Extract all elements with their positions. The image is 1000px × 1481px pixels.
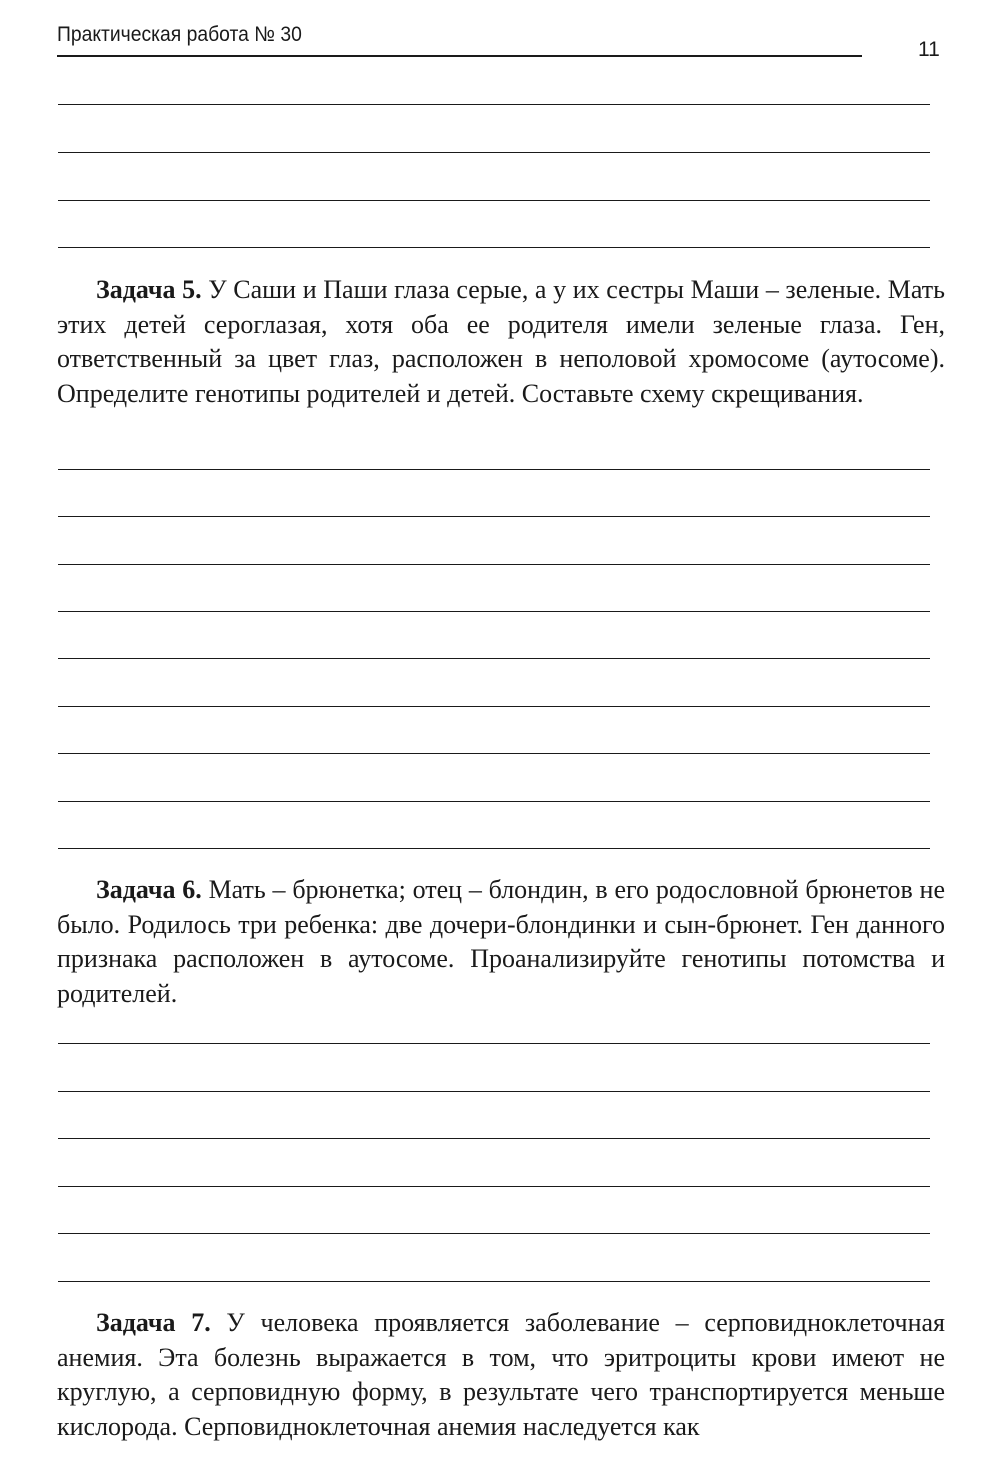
task-7 — [57, 1306, 945, 1444]
task-6-text: Мать – брюнетка; отец – блондин, в его родословной брюнетов не было. Родилось три ребенка: две дочери-блондинки и сын-брюнет. Ген данного признака расположен в аутосоме. Проанализируйте генотипы потомства и родителей. — [57, 875, 945, 1008]
answer-line[interactable] — [58, 1233, 930, 1234]
task-5 — [57, 273, 945, 411]
task-7-text: У человека проявляется заболевание – серповидноклеточная анемия. Эта болезнь выражается в том, что эритроциты крови имеют не круглую, а серповидную форму, в результате чего транспортируется меньше кислорода. Серповидноклеточная анемия наследуется как — [57, 1308, 945, 1441]
answer-line[interactable] — [58, 1091, 930, 1092]
header-title: Практическая работа № 30 — [57, 23, 302, 46]
answer-line[interactable] — [58, 753, 930, 754]
answer-line[interactable] — [58, 658, 930, 659]
answer-line[interactable] — [58, 611, 930, 612]
answer-line[interactable] — [58, 1043, 930, 1044]
answer-line[interactable] — [58, 564, 930, 565]
answer-line[interactable] — [58, 1186, 930, 1187]
answer-line[interactable] — [58, 1281, 930, 1282]
answer-line[interactable] — [58, 247, 930, 248]
answer-line[interactable] — [58, 516, 930, 517]
answer-line[interactable] — [58, 801, 930, 802]
task-6-label: Задача 6. — [96, 875, 202, 904]
page-number: 11 — [918, 38, 940, 61]
task-6 — [57, 873, 945, 1011]
answer-line[interactable] — [58, 200, 930, 201]
answer-line[interactable] — [58, 706, 930, 707]
task-5-label: Задача 5. — [96, 275, 202, 304]
task-5-text: У Саши и Паши глаза серые, а у их сестры Маши – зеленые. Мать этих детей сероглазая, хотя оба ее родителя имели зеленые глаза. Ген, ответственный за цвет глаз, расположен в неполовой хромосоме (аутосоме). Определите генотипы родителей и детей. Составьте схему скрещивания. — [57, 275, 946, 408]
answer-line[interactable] — [58, 469, 930, 470]
answer-line[interactable] — [58, 152, 930, 153]
answer-line[interactable] — [58, 104, 930, 105]
answer-line[interactable] — [58, 848, 930, 849]
task-7-label: Задача 7. — [96, 1308, 211, 1337]
header-rule — [57, 55, 862, 57]
page-header — [57, 22, 862, 48]
answer-line[interactable] — [58, 1138, 930, 1139]
